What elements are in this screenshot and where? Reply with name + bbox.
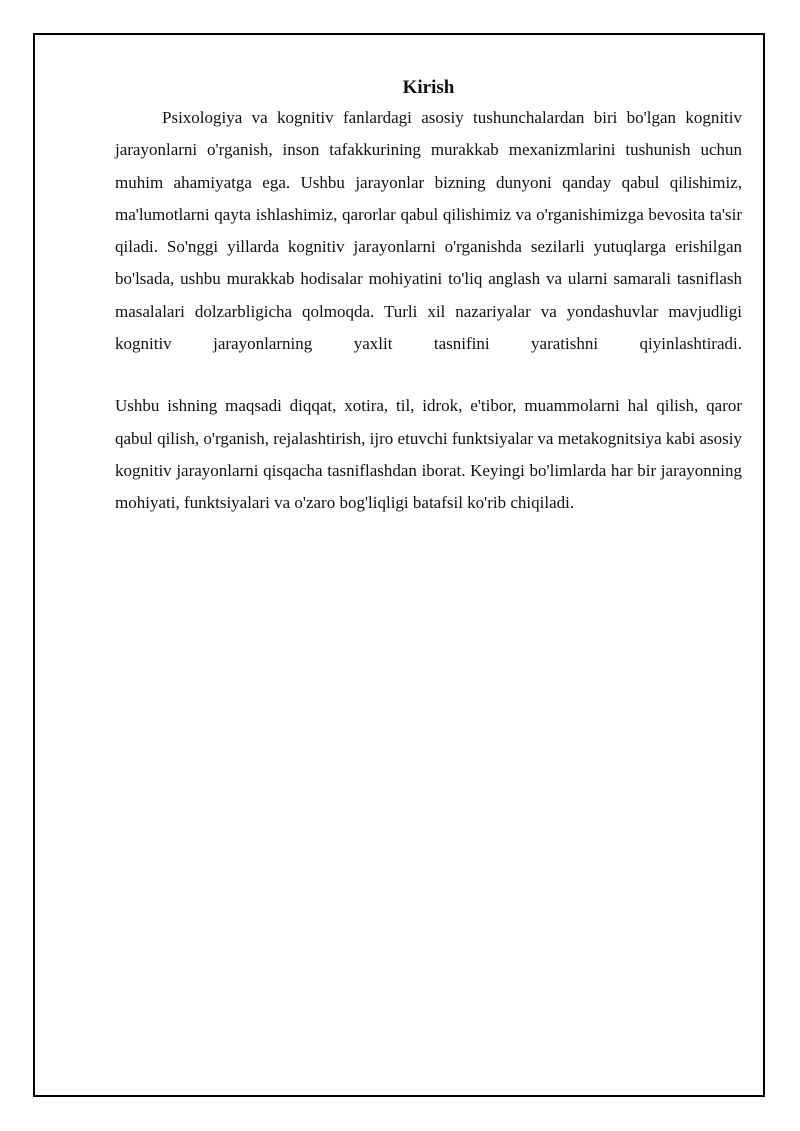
paragraph-aim: Ushbu ishning maqsadi diqqat, xotira, til, idrok, e'tibor, muammolarni hal qilish, qaror qabul qilish, o'rganish, rejalashtirish, ijro etuvchi funktsiyalar va metakognitsiya kabi asosiy kognitiv jarayonlarni qisqacha tasniflashdan iborat. Keyingi bo'limlarda har bir jarayonning mohiyati, funktsiyalari va o'zaro bog'liqligi batafsil ko'rib chiqiladi. [115,396,742,513]
document-title: Kirish [402,77,455,98]
document-body [115,76,742,520]
paragraph-introduction: Psixologiya va kognitiv fanlardagi asosiy tushunchalardan biri bo'lgan kognitiv jarayonlarni o'rganish, inson tafakkurining murakkab mexanizmlarini tushunish uchun muhim ahamiyatga ega. Ushbu jarayonlar bizning dunyoni qanday qabul qilishimiz, ma'lumotlarni qayta ishlashimiz, qarorlar qabul qilishimiz va o'rganishimizga bevosita ta'sir qiladi. So'nggi yillarda kognitiv jarayonlarni o'rganishda sezilarli yutuqlarga erishilgan bo'lsada, ushbu murakkab hodisalar mohiyatini to'liq anglash va ularni samarali tasniflash masalalari dolzarbligicha qolmoqda. Turli xil nazariyalar va yondashuvlar mavjudligi kognitiv jarayonlarning yaxlit tasnifini yaratishni qiyinlashtiradi. [115,108,742,354]
